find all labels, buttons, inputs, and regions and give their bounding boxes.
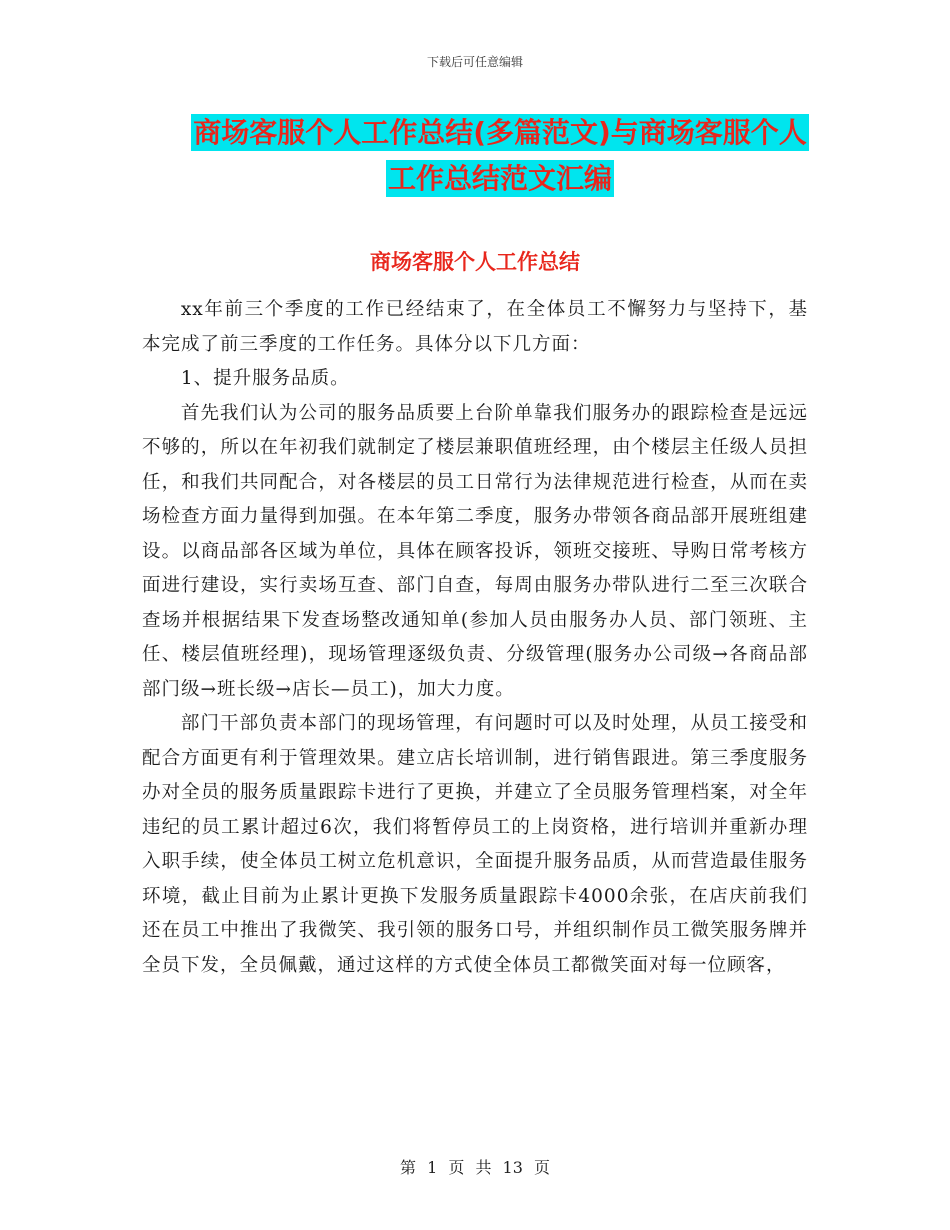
paragraph-heading-1: 1、提升服务品质。 (180, 368, 350, 389)
paragraph-intro: xx年前三个季度的工作已经结束了，在全体员工不懈努力与坚持下，基本完成了前三季度的工作任务。具体分以下几方面： (142, 299, 808, 355)
document-title (180, 110, 820, 202)
section-title: 商场客服个人工作总结 (370, 250, 580, 274)
paragraph-department-management: 部门干部负责本部门的现场管理，有问题时可以及时处理，从员工接受和配合方面更有利于管理效果。建立店长培训制，进行销售跟进。第三季度服务办对全员的服务质量跟踪卡进行了更换，并建立了全员服务管理档案，对全年违纪的员工累计超过6次，我们将暂停员工的上岗资格，进行培训并重新办理入职手续，使全体员工树立危机意识，全面提升服务品质，从而营造最佳服务环境，截止目前为止累计更换下发服务质量跟踪卡4000余张，在店庆前我们还在员工中推出了我微笑、我引领的服务口号，并组织制作员工微笑服务牌并全员下发，全员佩戴，通过这样的方式使全体员工都微笑面对每一位顾客， (142, 713, 808, 976)
header-note: 下载后可任意编辑 (426, 55, 523, 69)
document-body (142, 293, 808, 983)
page-footer: 第 1 页 共 13 页 (400, 1158, 550, 1177)
document-title-text: 商场客服个人工作总结(多篇范文)与商场客服个人工作总结范文汇编 (193, 116, 807, 195)
paragraph-service-quality: 首先我们认为公司的服务品质要上台阶单靠我们服务办的跟踪检查是远远不够的，所以在年初我们就制定了楼层兼职值班经理，由个楼层主任级人员担任，和我们共同配合，对各楼层的员工日常行为法律规范进行检查，从而在卖场检查方面力量得到加强。在本年第二季度，服务办带领各商品部开展班组建设。以商品部各区域为单位，具体在顾客投诉，领班交接班、导购日常考核方面进行建设，实行卖场互查、部门自查，每周由服务办带队进行二至三次联合查场并根据结果下发查场整改通知单(参加人员由服务办人员、部门领班、主任、楼层值班经理)，现场管理逐级负责、分级管理(服务办公司级→各商品部部门级→班长级→店长—员工)，加大力度。 (142, 402, 808, 700)
